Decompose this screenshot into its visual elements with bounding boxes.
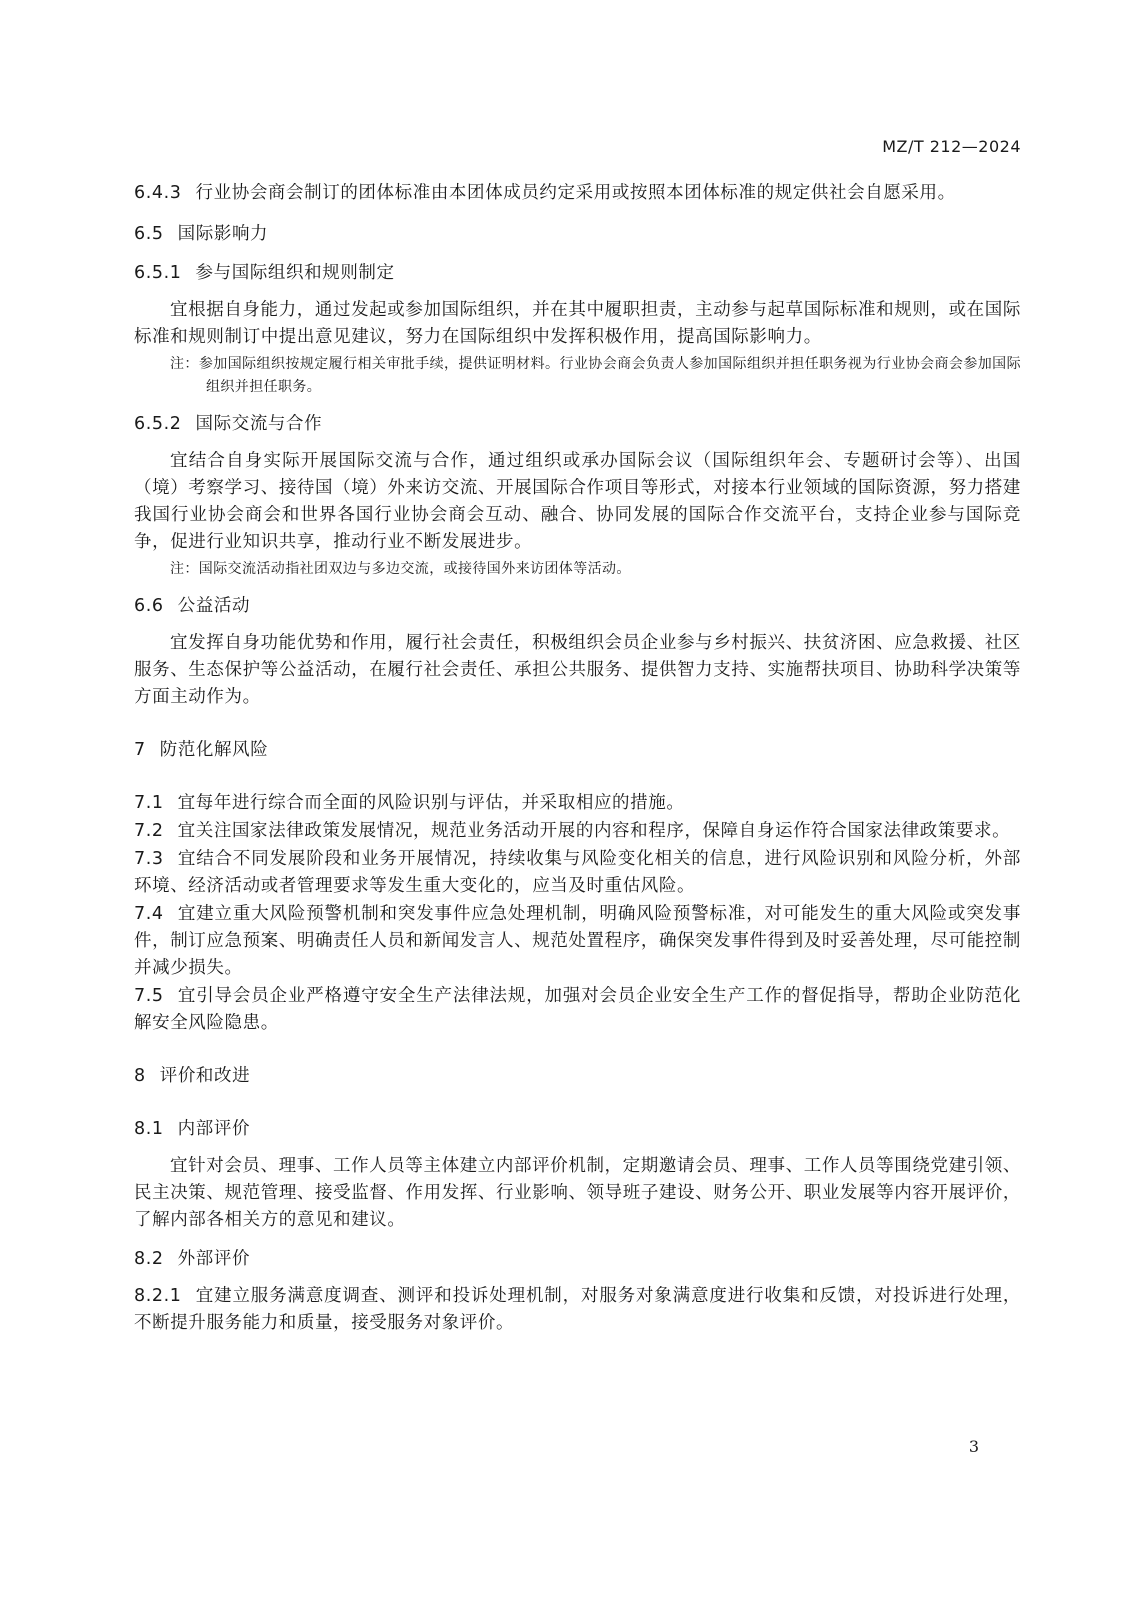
paragraph-8-1: 宜针对会员、理事、工作人员等主体建立内部评价机制，定期邀请会员、理事、工作人员等围绕党建引领、民主决策、规范管理、接受监督、作用发挥、行业影响、领导班子建设、财务公开、职业发展等内容开展评价，了解内部各相关方的意见和建议。 (134, 1156, 1021, 1230)
chapter-8-heading (134, 1063, 1021, 1090)
note-text: 注：参加国际组织按规定履行相关审批手续，提供证明材料。行业协会商会负责人参加国际组织并担任职务视为行业协会商会参加国际组织并担任职务。 (170, 356, 1021, 395)
paragraph-6-5-2: 宜结合自身实际开展国际交流与合作，通过组织或承办国际会议（国际组织年会、专题研讨会等）、出国（境）考察学习、接待国（境）外来访交流、开展国际合作项目等形式，对接本行业领域的国际资源，努力搭建我国行业协会商会和世界各国行业协会商会互动、融合、协同发展的国际合作交流平台，支持企业参与国际竞争，促进行业知识共享，推动行业不断发展进步。 (134, 451, 1021, 552)
heading-number: 6.5.1 (134, 263, 182, 283)
heading-8-2 (134, 1246, 1021, 1273)
clause-number: 6.4.3 (134, 183, 182, 203)
clause-text: 宜建立重大风险预警机制和突发事件应急处理机制，明确风险预警标准，对可能发生的重大风险或突发事件，制订应急预案、明确责任人员和新闻发言人、规范处置程序，确保突发事件得到及时妥善处理，尽可能控制并减少损失。 (134, 904, 1021, 978)
page-number: 3 (968, 1437, 979, 1456)
clause-text: 行业协会商会制订的团体标准由本团体成员约定采用或按照本团体标准的规定供社会自愿采用。 (195, 183, 956, 203)
heading-number: 6.5.2 (134, 414, 182, 434)
note-text: 注：国际交流活动指社团双边与多边交流，或接待国外来访团体等活动。 (170, 561, 631, 577)
chapter-7-heading (134, 737, 1021, 764)
clause-text: 宜结合不同发展阶段和业务开展情况，持续收集与风险变化相关的信息，进行风险识别和风险分析，外部环境、经济活动或者管理要求等发生重大变化的，应当及时重估风险。 (134, 849, 1021, 896)
heading-6-5-2 (134, 411, 1021, 438)
heading-title: 防范化解风险 (159, 740, 269, 760)
clause-7-3 (134, 846, 1021, 900)
heading-6-5 (134, 221, 1021, 248)
clause-text: 宜建立服务满意度调查、测评和投诉处理机制，对服务对象满意度进行收集和反馈，对投诉进行处理，不断提升服务能力和质量，接受服务对象评价。 (134, 1286, 1021, 1333)
heading-number: 8.2 (134, 1249, 164, 1269)
clause-8-2-1 (134, 1283, 1021, 1337)
heading-number: 8 (134, 1066, 146, 1086)
clause-7-1 (134, 790, 1021, 817)
heading-title: 公益活动 (177, 596, 251, 616)
heading-number: 7 (134, 740, 146, 760)
heading-8-1 (134, 1116, 1021, 1143)
paragraph-6-5-1: 宜根据自身能力，通过发起或参加国际组织，并在其中履职担责，主动参与起草国际标准和规则，或在国际标准和规则制订中提出意见建议，努力在国际组织中发挥积极作用，提高国际影响力。 (134, 300, 1021, 347)
note-6-5-1 (134, 353, 1021, 399)
clause-7-4 (134, 901, 1021, 982)
heading-title: 评价和改进 (159, 1066, 251, 1086)
heading-title: 内部评价 (177, 1119, 251, 1139)
clause-number: 7.3 (134, 849, 164, 869)
heading-number: 6.6 (134, 596, 164, 616)
clause-text: 宜引导会员企业严格遵守安全生产法律法规，加强对会员企业安全生产工作的督促指导，帮助企业防范化解安全风险隐患。 (134, 986, 1021, 1033)
heading-title: 国际影响力 (177, 224, 269, 244)
clause-number: 7.4 (134, 904, 164, 924)
heading-title: 国际交流与合作 (195, 414, 323, 434)
clause-number: 7.5 (134, 986, 164, 1006)
clause-6-4-3 (134, 180, 1021, 207)
heading-number: 6.5 (134, 224, 164, 244)
clause-7-5 (134, 983, 1021, 1037)
clause-7-2 (134, 818, 1021, 845)
heading-6-6 (134, 593, 1021, 620)
clause-number: 7.2 (134, 821, 164, 841)
clause-text: 宜每年进行综合而全面的风险识别与评估，并采取相应的措施。 (177, 793, 685, 813)
heading-title: 参与国际组织和规则制定 (195, 263, 395, 283)
page-content (134, 180, 1021, 1338)
heading-number: 8.1 (134, 1119, 164, 1139)
clause-number: 7.1 (134, 793, 164, 813)
clause-number: 8.2.1 (134, 1286, 182, 1306)
heading-title: 外部评价 (177, 1249, 251, 1269)
paragraph-6-6: 宜发挥自身功能优势和作用，履行社会责任，积极组织会员企业参与乡村振兴、扶贫济困、应急救援、社区服务、生态保护等公益活动，在履行社会责任、承担公共服务、提供智力支持、实施帮扶项目、协助科学决策等方面主动作为。 (134, 633, 1021, 707)
note-6-5-2 (134, 558, 1021, 581)
document-code: MZ/T 212—2024 (882, 137, 1021, 156)
heading-6-5-1 (134, 260, 1021, 287)
clause-text: 宜关注国家法律政策发展情况，规范业务活动开展的内容和程序，保障自身运作符合国家法律政策要求。 (177, 821, 1011, 841)
